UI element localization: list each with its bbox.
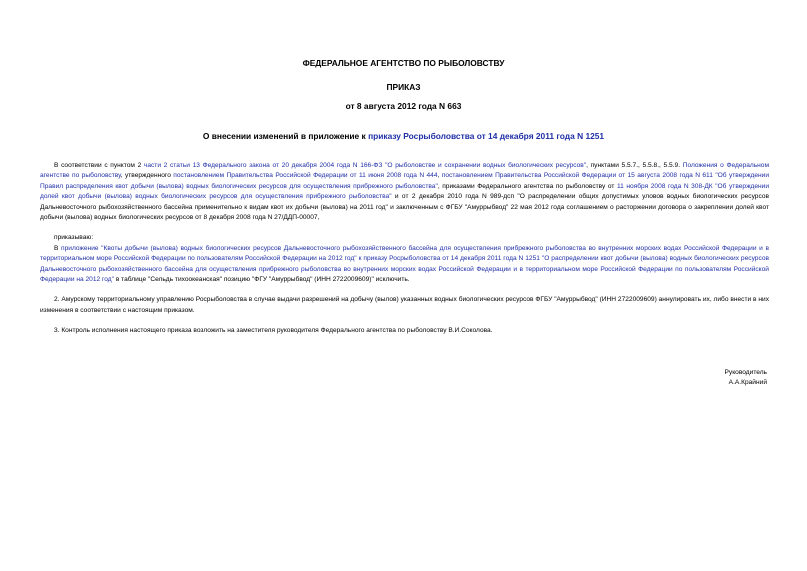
doc-type-title: ПРИКАЗ [386,82,421,92]
resolution-444-link[interactable]: постановлением Правительства Российской Федерации от 11 июня 2008 года N 444 [173,172,438,180]
p1-text-2: в таблице "Сельдь тихоокеанская" позицию "ФГУ "Амуррыбвод" (ИНН 2722009609)" исключить. [113,276,410,284]
law-link[interactable]: части 2 статьи 13 Федерального закона от 20 декабря 2004 года N 166-ФЗ "О рыболовстве и сохранении водных биологических ресурсов" [143,162,587,169]
paragraph-3: 3. Контроль исполнения настоящего приказа возложить на заместителя руководителя Федерального агентства по рыболовству В.И.Соколова. [54,327,493,335]
preamble-text-2: , пунктами 5.5.7., 5.5.8., 5.5.9. [586,162,683,169]
paragraph-preamble [40,161,769,223]
regulation-link[interactable]: Положения о Федеральном агентстве по рыболовству [40,162,769,180]
preamble-text-4: , [437,172,442,180]
signature-name: А.А.Крайний [728,379,767,387]
signature-block [725,368,767,389]
preamble-text-5: , приказами Федерального агентства по рыболовству от [437,182,617,190]
p1-text-1: В [54,244,62,252]
order-308-link[interactable]: 11 ноября 2008 года N 308-ДК "Об утверждении долей квот добычи (вылова) водных биологических ресурсов для осуществления прибрежного рыболовства" [40,182,770,201]
agency-title: ФЕДЕРАЛЬНОЕ АГЕНТСТВО ПО РЫБОЛОВСТВУ [302,58,505,68]
resolution-611-link[interactable]: постановлением Правительства Российской Федерации от 15 августа 2008 года N 611 "Об утверждении Правил распределения квот добычи (вылова) водных биологических ресурсов для осуществления прибрежного рыболовства" [40,172,770,190]
doc-subject [0,131,807,141]
preamble-text-3: , утвержденного [120,172,174,180]
paragraph-1 [40,244,769,286]
paragraph-2: 2. Амурскому территориальному управлению Росрыболовства в случае выдачи разрешений на добычу (вылов) указанных водных биологических ресурсов ФГБУ "Амуррыбвод" (ИНН 2722009609) аннулировать их, либо внести в них изменения в соответствии с настоящим приказом. [40,296,769,314]
appendix-link[interactable]: приложение "Квоты добычи (вылова) водных биологических ресурсов Дальневосточного рыбохозяйственного бассейна для осуществления прибрежного рыболовства во внутренних морских водах Российской Федерации и в территориальном море Российской Федерации по пользователям Российской Федерации на 2012 год" к приказу Росрыболовства от 14 декабря 2011 года N 1251 "О распределении квот добычи (вылова) водных биологических ресурсов Дальневосточного рыбохозяйственного бассейна для осуществления прибрежного рыболовства во внутренних морских водах Российской Федерации и в территориальном море Российской Федерации по пользователям Российской Федерации на 2012 год" [40,244,770,284]
subject-prefix: О внесении изменений в приложение к [202,131,369,141]
document-body [40,161,769,337]
signature-title: Руководитель [724,369,767,376]
preamble-text-1: В соответствии с пунктом 2 [54,162,144,169]
doc-date-number: от 8 августа 2012 года N 663 [345,101,462,111]
preamble-text-6: и от 2 декабря 2010 года N 989-дсп "О распределении общих допустимых уловов водных биологических ресурсов Дальневосточного рыбохозяйственного бассейна применительно к видам квот их добычи (вылова) на 2011 год" и заключенным с ФГБУ "Амуррыбвод" 22 мая 2012 года соглашением о расторжении договора о закреплении долей квот добычи (вылова) водных биологических ресурсов от 8 декабря 2008 года N 27/ДДП-00007, [40,193,770,222]
order-word: приказываю: [54,234,94,242]
subject-link[interactable]: приказу Росрыболовства от 14 декабря 2011 года N 1251 [368,131,605,141]
